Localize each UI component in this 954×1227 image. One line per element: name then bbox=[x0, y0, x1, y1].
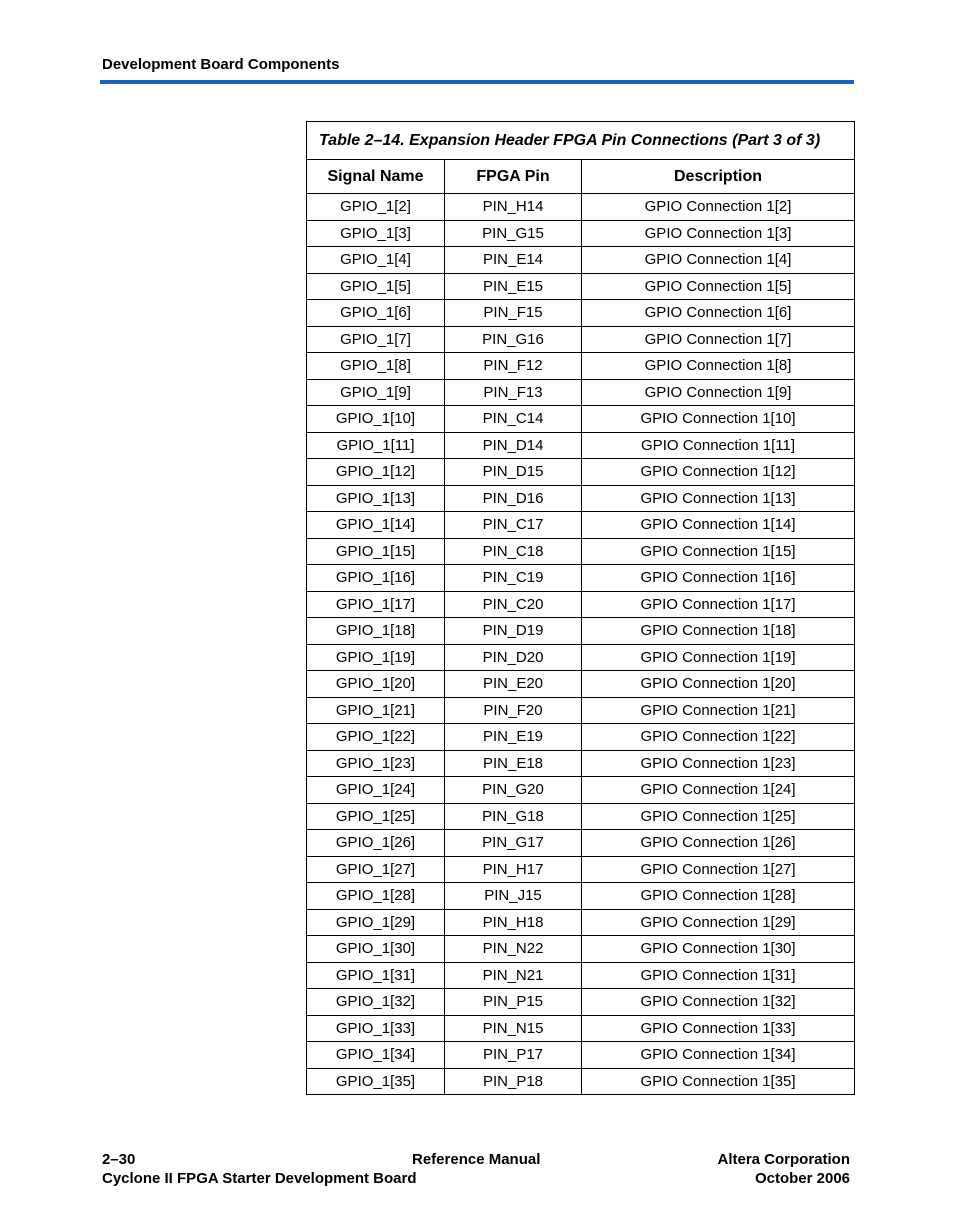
table-row bbox=[307, 194, 855, 221]
table-row bbox=[307, 565, 855, 592]
signal-name-cell: GPIO_1[9] bbox=[307, 379, 445, 406]
description-cell: GPIO Connection 1[7] bbox=[582, 326, 855, 353]
description-cell: GPIO Connection 1[8] bbox=[582, 353, 855, 380]
signal-name-cell: GPIO_1[4] bbox=[307, 247, 445, 274]
table-row bbox=[307, 538, 855, 565]
signal-name-cell: GPIO_1[22] bbox=[307, 724, 445, 751]
table-row bbox=[307, 777, 855, 804]
fpga-pin-cell: PIN_D19 bbox=[445, 618, 582, 645]
signal-name-cell: GPIO_1[10] bbox=[307, 406, 445, 433]
signal-name-cell: GPIO_1[29] bbox=[307, 909, 445, 936]
fpga-pin-cell: PIN_G15 bbox=[445, 220, 582, 247]
table-row bbox=[307, 803, 855, 830]
fpga-pin-cell: PIN_F13 bbox=[445, 379, 582, 406]
table-row bbox=[307, 830, 855, 857]
table-row bbox=[307, 485, 855, 512]
table-row bbox=[307, 459, 855, 486]
signal-name-cell: GPIO_1[2] bbox=[307, 194, 445, 221]
fpga-pin-cell: PIN_P18 bbox=[445, 1068, 582, 1095]
fpga-pin-cell: PIN_D20 bbox=[445, 644, 582, 671]
table-row bbox=[307, 1042, 855, 1069]
description-cell: GPIO Connection 1[15] bbox=[582, 538, 855, 565]
table-body bbox=[307, 194, 855, 1095]
signal-name-cell: GPIO_1[7] bbox=[307, 326, 445, 353]
description-cell: GPIO Connection 1[34] bbox=[582, 1042, 855, 1069]
signal-name-cell: GPIO_1[25] bbox=[307, 803, 445, 830]
fpga-pin-cell: PIN_C18 bbox=[445, 538, 582, 565]
table-row bbox=[307, 432, 855, 459]
signal-name-cell: GPIO_1[16] bbox=[307, 565, 445, 592]
fpga-pin-cell: PIN_D15 bbox=[445, 459, 582, 486]
fpga-pin-cell: PIN_G20 bbox=[445, 777, 582, 804]
page-number: 2–30 bbox=[102, 1151, 136, 1168]
description-cell: GPIO Connection 1[19] bbox=[582, 644, 855, 671]
description-cell: GPIO Connection 1[27] bbox=[582, 856, 855, 883]
description-cell: GPIO Connection 1[5] bbox=[582, 273, 855, 300]
table-row bbox=[307, 697, 855, 724]
table-row bbox=[307, 644, 855, 671]
fpga-pin-cell: PIN_E14 bbox=[445, 247, 582, 274]
fpga-pin-cell: PIN_G17 bbox=[445, 830, 582, 857]
description-cell: GPIO Connection 1[35] bbox=[582, 1068, 855, 1095]
fpga-pin-cell: PIN_C14 bbox=[445, 406, 582, 433]
table-header-row bbox=[307, 160, 855, 194]
description-cell: GPIO Connection 1[29] bbox=[582, 909, 855, 936]
signal-name-cell: GPIO_1[3] bbox=[307, 220, 445, 247]
signal-name-cell: GPIO_1[18] bbox=[307, 618, 445, 645]
company-name: Altera Corporation bbox=[717, 1151, 850, 1168]
signal-name-cell: GPIO_1[33] bbox=[307, 1015, 445, 1042]
signal-name-cell: GPIO_1[20] bbox=[307, 671, 445, 698]
fpga-pin-cell: PIN_H17 bbox=[445, 856, 582, 883]
column-header-signal-name: Signal Name bbox=[307, 160, 445, 194]
column-header-description: Description bbox=[582, 160, 855, 194]
fpga-pin-cell: PIN_C20 bbox=[445, 591, 582, 618]
description-cell: GPIO Connection 1[24] bbox=[582, 777, 855, 804]
column-header-fpga-pin: FPGA Pin bbox=[445, 160, 582, 194]
pin-connections-table-container bbox=[306, 121, 854, 1095]
signal-name-cell: GPIO_1[26] bbox=[307, 830, 445, 857]
description-cell: GPIO Connection 1[32] bbox=[582, 989, 855, 1016]
description-cell: GPIO Connection 1[16] bbox=[582, 565, 855, 592]
table-row bbox=[307, 247, 855, 274]
signal-name-cell: GPIO_1[27] bbox=[307, 856, 445, 883]
description-cell: GPIO Connection 1[30] bbox=[582, 936, 855, 963]
fpga-pin-cell: PIN_N22 bbox=[445, 936, 582, 963]
signal-name-cell: GPIO_1[23] bbox=[307, 750, 445, 777]
table-row bbox=[307, 909, 855, 936]
signal-name-cell: GPIO_1[24] bbox=[307, 777, 445, 804]
description-cell: GPIO Connection 1[22] bbox=[582, 724, 855, 751]
fpga-pin-cell: PIN_N15 bbox=[445, 1015, 582, 1042]
description-cell: GPIO Connection 1[25] bbox=[582, 803, 855, 830]
signal-name-cell: GPIO_1[14] bbox=[307, 512, 445, 539]
pin-connections-table bbox=[306, 121, 855, 1095]
document-type: Reference Manual bbox=[412, 1151, 541, 1168]
table-caption: Table 2–14. Expansion Header FPGA Pin Connections (Part 3 of 3) bbox=[307, 122, 855, 160]
table-row bbox=[307, 989, 855, 1016]
signal-name-cell: GPIO_1[19] bbox=[307, 644, 445, 671]
description-cell: GPIO Connection 1[2] bbox=[582, 194, 855, 221]
fpga-pin-cell: PIN_E19 bbox=[445, 724, 582, 751]
description-cell: GPIO Connection 1[28] bbox=[582, 883, 855, 910]
publication-date: October 2006 bbox=[754, 1170, 850, 1187]
fpga-pin-cell: PIN_F20 bbox=[445, 697, 582, 724]
table-row bbox=[307, 406, 855, 433]
table-row bbox=[307, 724, 855, 751]
fpga-pin-cell: PIN_P17 bbox=[445, 1042, 582, 1069]
signal-name-cell: GPIO_1[17] bbox=[307, 591, 445, 618]
description-cell: GPIO Connection 1[23] bbox=[582, 750, 855, 777]
fpga-pin-cell: PIN_H18 bbox=[445, 909, 582, 936]
table-row bbox=[307, 618, 855, 645]
table-row bbox=[307, 1015, 855, 1042]
table-row bbox=[307, 512, 855, 539]
description-cell: GPIO Connection 1[13] bbox=[582, 485, 855, 512]
description-cell: GPIO Connection 1[17] bbox=[582, 591, 855, 618]
fpga-pin-cell: PIN_G16 bbox=[445, 326, 582, 353]
description-cell: GPIO Connection 1[9] bbox=[582, 379, 855, 406]
signal-name-cell: GPIO_1[28] bbox=[307, 883, 445, 910]
description-cell: GPIO Connection 1[4] bbox=[582, 247, 855, 274]
table-row bbox=[307, 883, 855, 910]
table-row bbox=[307, 1068, 855, 1095]
description-cell: GPIO Connection 1[26] bbox=[582, 830, 855, 857]
description-cell: GPIO Connection 1[12] bbox=[582, 459, 855, 486]
fpga-pin-cell: PIN_C17 bbox=[445, 512, 582, 539]
signal-name-cell: GPIO_1[32] bbox=[307, 989, 445, 1016]
fpga-pin-cell: PIN_F12 bbox=[445, 353, 582, 380]
fpga-pin-cell: PIN_G18 bbox=[445, 803, 582, 830]
fpga-pin-cell: PIN_D16 bbox=[445, 485, 582, 512]
description-cell: GPIO Connection 1[3] bbox=[582, 220, 855, 247]
description-cell: GPIO Connection 1[14] bbox=[582, 512, 855, 539]
table-row bbox=[307, 750, 855, 777]
fpga-pin-cell: PIN_E18 bbox=[445, 750, 582, 777]
signal-name-cell: GPIO_1[34] bbox=[307, 1042, 445, 1069]
description-cell: GPIO Connection 1[31] bbox=[582, 962, 855, 989]
signal-name-cell: GPIO_1[30] bbox=[307, 936, 445, 963]
fpga-pin-cell: PIN_E20 bbox=[445, 671, 582, 698]
table-row bbox=[307, 353, 855, 380]
table-row bbox=[307, 379, 855, 406]
table-row bbox=[307, 300, 855, 327]
fpga-pin-cell: PIN_E15 bbox=[445, 273, 582, 300]
fpga-pin-cell: PIN_N21 bbox=[445, 962, 582, 989]
fpga-pin-cell: PIN_C19 bbox=[445, 565, 582, 592]
fpga-pin-cell: PIN_P15 bbox=[445, 989, 582, 1016]
table-row bbox=[307, 962, 855, 989]
document-title: Cyclone II FPGA Starter Development Board bbox=[102, 1170, 417, 1187]
table-row bbox=[307, 220, 855, 247]
signal-name-cell: GPIO_1[5] bbox=[307, 273, 445, 300]
description-cell: GPIO Connection 1[18] bbox=[582, 618, 855, 645]
fpga-pin-cell: PIN_D14 bbox=[445, 432, 582, 459]
description-cell: GPIO Connection 1[33] bbox=[582, 1015, 855, 1042]
signal-name-cell: GPIO_1[13] bbox=[307, 485, 445, 512]
table-row bbox=[307, 856, 855, 883]
fpga-pin-cell: PIN_J15 bbox=[445, 883, 582, 910]
description-cell: GPIO Connection 1[6] bbox=[582, 300, 855, 327]
table-row bbox=[307, 591, 855, 618]
description-cell: GPIO Connection 1[21] bbox=[582, 697, 855, 724]
table-row bbox=[307, 936, 855, 963]
signal-name-cell: GPIO_1[8] bbox=[307, 353, 445, 380]
description-cell: GPIO Connection 1[10] bbox=[582, 406, 855, 433]
table-row bbox=[307, 273, 855, 300]
fpga-pin-cell: PIN_H14 bbox=[445, 194, 582, 221]
signal-name-cell: GPIO_1[31] bbox=[307, 962, 445, 989]
signal-name-cell: GPIO_1[12] bbox=[307, 459, 445, 486]
signal-name-cell: GPIO_1[35] bbox=[307, 1068, 445, 1095]
signal-name-cell: GPIO_1[11] bbox=[307, 432, 445, 459]
table-row bbox=[307, 326, 855, 353]
header-rule bbox=[100, 80, 854, 84]
signal-name-cell: GPIO_1[15] bbox=[307, 538, 445, 565]
fpga-pin-cell: PIN_F15 bbox=[445, 300, 582, 327]
signal-name-cell: GPIO_1[6] bbox=[307, 300, 445, 327]
description-cell: GPIO Connection 1[20] bbox=[582, 671, 855, 698]
table-row bbox=[307, 671, 855, 698]
description-cell: GPIO Connection 1[11] bbox=[582, 432, 855, 459]
signal-name-cell: GPIO_1[21] bbox=[307, 697, 445, 724]
running-header-title: Development Board Components bbox=[102, 56, 340, 73]
